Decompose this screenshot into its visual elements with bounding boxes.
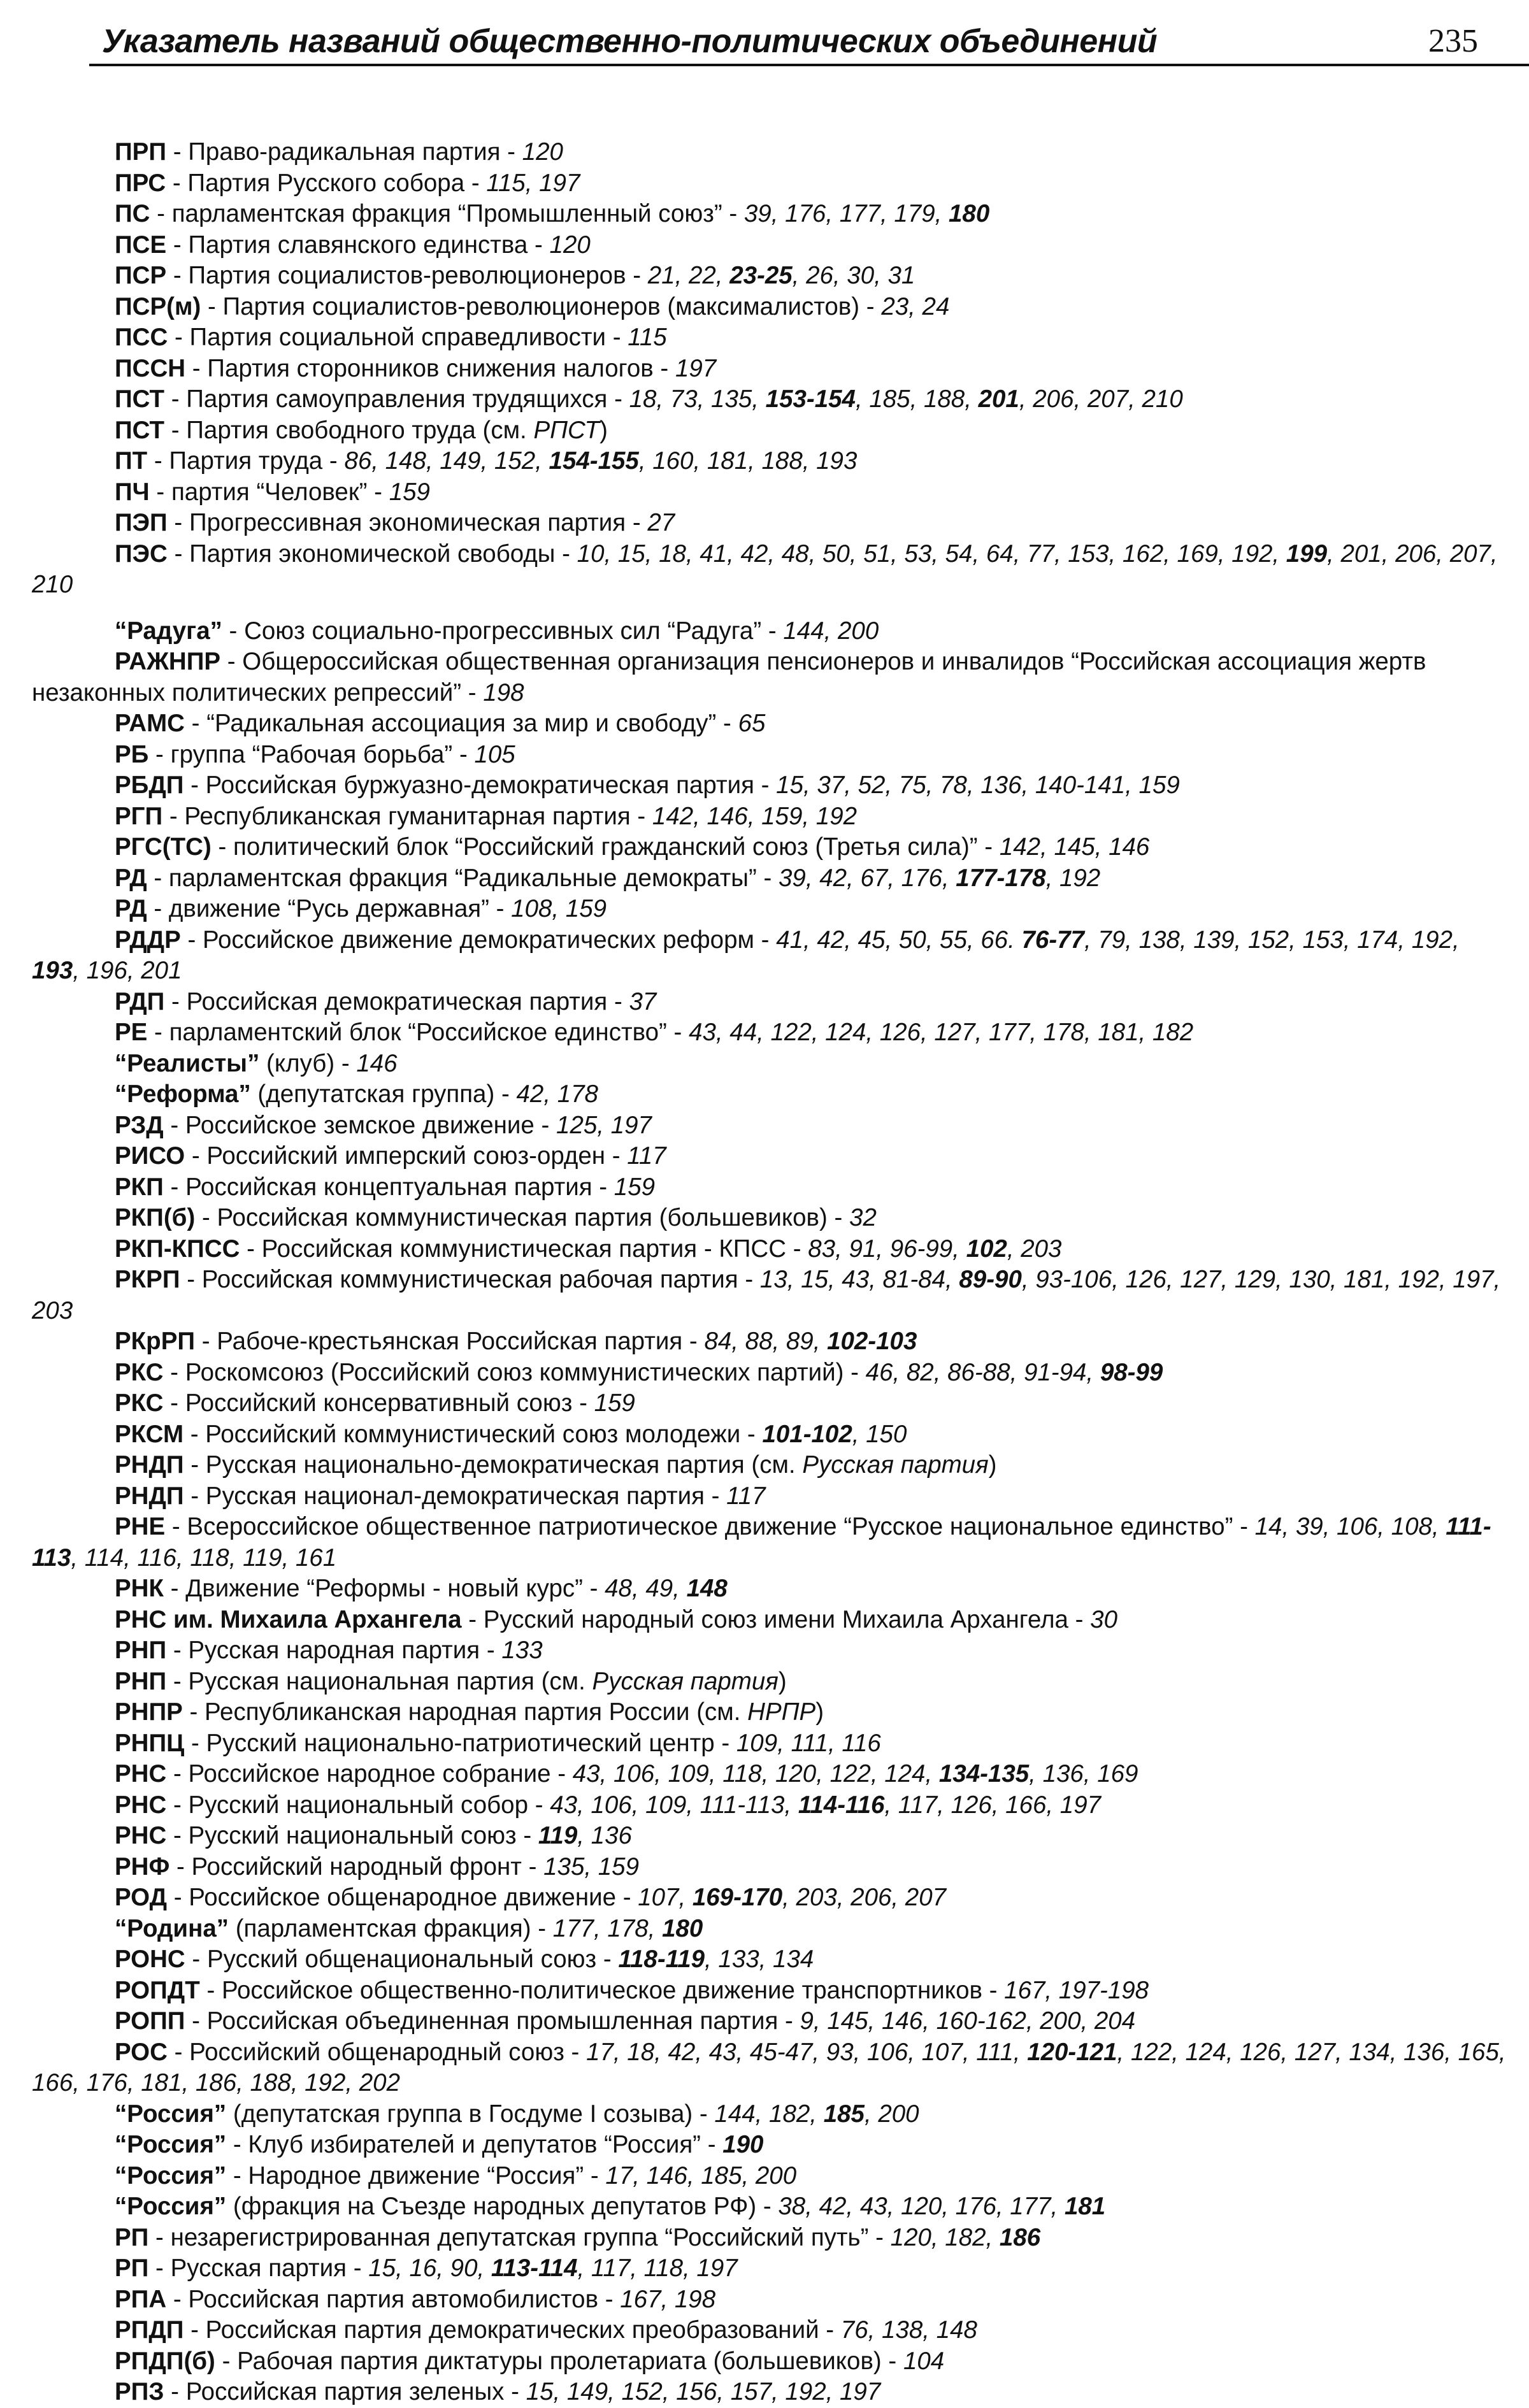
entry-abbreviation: ПСТ (115, 416, 165, 444)
entry-abbreviation: РНФ (115, 1853, 170, 1881)
entry-abbreviation: РГС(ТС) (115, 833, 212, 861)
entry-abbreviation: “Россия” (115, 2193, 227, 2220)
index-entry (32, 354, 1510, 385)
entry-page-refs: НРПР (747, 1698, 816, 1726)
entry-closing: ) (988, 1451, 997, 1479)
entry-description: - Республиканская гуманитарная партия - (162, 802, 652, 830)
entry-description: - Русская национально-демократическая партия (см. (183, 1451, 803, 1479)
entry-page-refs: 46, 82, 86-88, 91-94, 98-99 (865, 1358, 1163, 1386)
entry-page-refs: 65 (738, 710, 766, 737)
entry-description: - Русский национально-патриотический центр - (184, 1729, 736, 1757)
entry-page-refs: 9, 145, 146, 160-162, 200, 204 (800, 2007, 1136, 2035)
entry-abbreviation: “Россия” (115, 2100, 227, 2128)
entry-page-refs: 144, 182, 185, 200 (714, 2100, 919, 2128)
index-list (32, 137, 1510, 2408)
entry-page-refs: 109, 111, 116 (736, 1729, 881, 1757)
entry-page-refs: 38, 42, 43, 120, 176, 177, 181 (778, 2193, 1106, 2220)
entry-description: - “Радикальная ассоциация за мир и свободу” - (184, 710, 738, 737)
index-entry (32, 168, 1510, 199)
entry-abbreviation: РНС им. Михаила Архангела (115, 1605, 462, 1633)
entry-description: - Партия социалистов-революционеров - (166, 262, 648, 289)
entry-description: - группа “Рабочая борьба” - (148, 740, 475, 768)
index-entry (32, 508, 1510, 539)
index-entry (32, 137, 1510, 168)
entry-abbreviation: ПЭП (115, 509, 168, 536)
entry-abbreviation: ПЧ (115, 478, 150, 506)
entry-description: (парламентская фракция) - (229, 1914, 553, 1942)
entry-page-refs: 43, 106, 109, 111-113, 114-116, 117, 126, 166, 197 (550, 1791, 1102, 1819)
entry-description: - Партия социалистов-революционеров (максималистов) - (201, 292, 882, 320)
entry-page-refs: 17, 146, 185, 200 (605, 2161, 797, 2189)
index-entry (32, 1666, 1510, 1698)
entry-abbreviation: “Россия” (115, 2161, 227, 2189)
index-entry (32, 1079, 1510, 1110)
entry-abbreviation: РНП (115, 1667, 167, 1695)
entry-description: (клуб) - (259, 1049, 357, 1077)
entry-description: - Российская демократическая партия - (164, 987, 629, 1015)
entry-abbreviation: РПДП(б) (115, 2347, 215, 2375)
entry-page-refs: 108, 159 (511, 895, 607, 922)
running-head (102, 19, 1516, 64)
entry-abbreviation: РБДП (115, 771, 184, 799)
entry-page-refs: 159 (594, 1389, 635, 1417)
entry-description: - Партия самоуправления трудящихся - (164, 385, 629, 413)
running-title: Указатель названий общественно-политических объединений (102, 23, 1158, 60)
entry-page-refs: 107, 169-170, 203, 206, 207 (638, 1884, 947, 1911)
entry-description: - Союз социально-прогрессивных сил “Радуга” - (222, 617, 784, 645)
entry-page-refs: 117 (627, 1142, 666, 1170)
entry-abbreviation: “Родина” (115, 1914, 229, 1942)
index-entry (32, 322, 1510, 354)
entry-page-refs: 76, 138, 148 (840, 2316, 977, 2344)
index-entry (32, 2253, 1510, 2284)
entry-page-refs: 83, 91, 96-99, 102, 203 (808, 1235, 1062, 1263)
entry-page-refs: 167, 197-198 (1004, 1976, 1149, 2004)
entry-page-refs: 10, 15, 18, 41, 42, 48, 50, 51, 53, 54, 64, 77, 153, 162, 169, 192, 199, 201, 206, 207, 210 (32, 540, 1498, 598)
entry-abbreviation: РПА (115, 2285, 167, 2313)
index-entry (32, 894, 1510, 925)
entry-abbreviation: РП (115, 2254, 149, 2282)
entry-description: - Рабоче-крестьянская Российская партия - (195, 1328, 705, 1355)
entry-closing: ) (599, 416, 608, 444)
index-entry (32, 2037, 1510, 2099)
entry-page-refs: 115 (628, 324, 667, 351)
entry-page-refs: 21, 22, 23-25, 26, 30, 31 (647, 262, 915, 289)
entry-page-refs: 23, 24 (881, 292, 950, 320)
index-entry (32, 292, 1510, 323)
entry-page-refs: 159 (389, 478, 430, 506)
entry-description: - Партия труда - (147, 447, 345, 475)
entry-page-refs: 15, 37, 52, 75, 78, 136, 140-141, 159 (776, 771, 1180, 799)
entry-page-refs: 120 (522, 138, 563, 166)
entry-page-refs: 118-119, 133, 134 (618, 1946, 814, 1973)
entry-description: - Российский общенародный союз - (167, 2038, 587, 2066)
entry-abbreviation: РПЗ (115, 2378, 164, 2405)
entry-abbreviation: “Радуга” (115, 617, 222, 645)
index-entry (32, 1481, 1510, 1512)
index-entry (32, 1110, 1510, 1142)
entry-page-refs: 48, 49, 148 (605, 1575, 728, 1602)
index-entry (32, 1265, 1510, 1326)
entry-description: - Российская коммунистическая рабочая партия - (180, 1266, 760, 1293)
entry-description: - Российское общественно-политическое движение транспортников - (199, 1976, 1005, 2004)
index-entry (32, 2284, 1510, 2316)
entry-abbreviation: РАМС (115, 710, 185, 737)
entry-abbreviation: РОС (115, 2038, 168, 2066)
entry-page-refs: 190 (722, 2131, 764, 2158)
entry-page-refs: 119, 136 (538, 1822, 632, 1849)
entry-abbreviation: “Россия” (115, 2131, 227, 2158)
entry-abbreviation: ПСР(м) (115, 292, 201, 320)
index-entry (32, 1759, 1510, 1790)
entry-description: (депутатская группа в Госдуме I созыва) - (226, 2100, 715, 2128)
entry-page-refs: 39, 42, 67, 176, 177-178, 192 (779, 864, 1101, 892)
entry-abbreviation: РОНС (115, 1946, 185, 1973)
entry-page-refs: 32 (849, 1204, 877, 1231)
entry-abbreviation: ПТ (115, 447, 148, 475)
entry-page-refs: 142, 146, 159, 192 (652, 802, 858, 830)
entry-description: - Российская партия демократических преобразований - (183, 2316, 841, 2344)
index-entry (32, 1388, 1510, 1419)
entry-abbreviation: РД (115, 864, 147, 892)
entry-description: - Движение “Реформы - новый курс” - (163, 1575, 605, 1602)
index-entry (32, 1172, 1510, 1203)
entry-page-refs: 43, 44, 122, 124, 126, 127, 177, 178, 181, 182 (689, 1019, 1194, 1046)
index-entry (32, 1450, 1510, 1481)
index-entry (32, 2006, 1510, 2037)
index-entry (32, 616, 1510, 647)
entry-description: - Партия сторонников снижения налогов - (185, 354, 675, 382)
entry-abbreviation: “Реформа” (115, 1080, 251, 1108)
entry-abbreviation: ПССН (115, 354, 186, 382)
entry-page-refs: 115, 197 (486, 169, 580, 197)
entry-page-refs: 120, 182, 186 (890, 2223, 1041, 2251)
index-entry (32, 1605, 1510, 1636)
entry-abbreviation: РНПР (115, 1698, 183, 1726)
index-entry (32, 1790, 1510, 1821)
entry-page-refs: 125, 197 (556, 1111, 652, 1139)
entry-description: - Российская партия автомобилистов - (166, 2285, 621, 2313)
entry-page-refs: 142, 145, 146 (999, 833, 1150, 861)
entry-page-refs: 144, 200 (783, 617, 879, 645)
entry-abbreviation: РОД (115, 1884, 168, 1911)
entry-abbreviation: ПЭС (115, 540, 168, 568)
entry-abbreviation: ПРС (115, 169, 166, 197)
entry-description: - Российский коммунистический союз молодежи - (183, 1420, 763, 1448)
index-entry (32, 1944, 1510, 1975)
entry-abbreviation: РКС (115, 1358, 164, 1386)
entry-page-refs: 39, 176, 177, 179, 180 (743, 200, 990, 227)
index-entry (32, 2130, 1510, 2161)
entry-page-refs: 105 (474, 740, 515, 768)
entry-description: - Партия экономической свободы - (167, 540, 577, 568)
entry-description: - Русская национальная партия (см. (166, 1667, 592, 1695)
index-entry (32, 1882, 1510, 1914)
entry-page-refs: 120 (549, 231, 591, 259)
index-entry (32, 2161, 1510, 2192)
entry-abbreviation: РНК (115, 1575, 164, 1602)
index-entry (32, 2377, 1510, 2408)
entry-abbreviation: РД (115, 895, 147, 922)
entry-abbreviation: РИСО (115, 1142, 185, 1170)
entry-description: - Народное движение “Россия” - (226, 2161, 606, 2189)
entry-abbreviation: ПС (115, 200, 150, 227)
entry-abbreviation: ПСЕ (115, 231, 167, 259)
entry-abbreviation: РЕ (115, 1019, 148, 1046)
page-number: 235 (1428, 23, 1478, 59)
entry-abbreviation: РНПЦ (115, 1729, 185, 1757)
entry-page-refs: 198 (483, 678, 524, 706)
entry-description: - Российский народный фронт - (169, 1853, 544, 1881)
index-entry (32, 384, 1510, 415)
entry-page-refs: 15, 16, 90, 113-114, 117, 118, 197 (368, 2254, 738, 2282)
entry-page-refs: 133 (501, 1637, 543, 1664)
index-entry (32, 708, 1510, 740)
entry-description: - Общероссийская общественная организация пенсионеров и инвалидов “Российская ассоциация жертв незаконных политических репрессий” - (32, 648, 1426, 706)
index-entry (32, 987, 1510, 1018)
entry-page-refs: 43, 106, 109, 118, 120, 122, 124, 134-135, 136, 169 (572, 1760, 1138, 1788)
index-entry (32, 1512, 1510, 1573)
entry-abbreviation: РНС (115, 1760, 167, 1788)
index-entry (32, 1141, 1510, 1172)
entry-abbreviation: РКрРП (115, 1328, 196, 1355)
index-entry (32, 1975, 1510, 2007)
index-entry (32, 770, 1510, 801)
entry-description: - Российская концептуальная партия - (163, 1173, 614, 1201)
index-entry (32, 477, 1510, 508)
index-entry (32, 199, 1510, 230)
entry-abbreviation: ПСС (115, 324, 168, 351)
index-entry (32, 2346, 1510, 2377)
entry-description: - Российское общенародное движение - (167, 1884, 638, 1911)
entry-page-refs: 86, 148, 149, 152, 154-155, 160, 181, 188, 193 (344, 447, 858, 475)
index-entry (32, 1697, 1510, 1728)
entry-description: - Российская партия зеленых - (164, 2378, 526, 2405)
index-entry (32, 2191, 1510, 2223)
index-entry (32, 2315, 1510, 2346)
entry-abbreviation: ПСТ (115, 385, 165, 413)
entry-description: - Российская объединенная промышленная партия - (185, 2007, 800, 2035)
entry-description: - Русский национальный собор - (166, 1791, 550, 1819)
entry-page-refs: 135, 159 (543, 1853, 640, 1881)
entry-description: - Русская национал-демократическая партия - (183, 1482, 727, 1510)
entry-page-refs: Русская партия (592, 1667, 779, 1695)
entry-closing: ) (815, 1698, 824, 1726)
entry-page-refs: 159 (614, 1173, 656, 1201)
entry-description: - Прогрессивная экономическая партия - (167, 509, 648, 536)
entry-description: - Клуб избирателей и депутатов “Россия” - (226, 2131, 723, 2158)
entry-abbreviation: РНЕ (115, 1513, 166, 1540)
entry-description: - Российское народное собрание - (166, 1760, 573, 1788)
index-entry (32, 740, 1510, 771)
entry-abbreviation: РКС (115, 1389, 164, 1417)
entry-page-refs: 167, 198 (620, 2285, 716, 2313)
entry-page-refs: Русская партия (802, 1451, 989, 1479)
header-rule (89, 64, 1529, 66)
entry-page-refs: 42, 178 (516, 1080, 598, 1108)
entry-description: - парламентский блок “Российское единство” - (147, 1019, 689, 1046)
entry-page-refs: 146 (356, 1049, 398, 1077)
entry-description: - Роскомсоюз (Российский союз коммунистических партий) - (163, 1358, 866, 1386)
entry-description: - Партия социальной справедливости - (168, 324, 628, 351)
entry-abbreviation: ПРП (115, 138, 167, 166)
entry-abbreviation: РНДП (115, 1482, 184, 1510)
entry-abbreviation: РКП (115, 1173, 164, 1201)
index-entry (32, 1914, 1510, 1945)
entry-description: - Российская коммунистическая партия - КПСС - (240, 1235, 808, 1263)
entry-abbreviation: РКРП (115, 1266, 180, 1293)
entry-abbreviation: РКП(б) (115, 1204, 196, 1231)
entry-abbreviation: ПСР (115, 262, 167, 289)
entry-description: - Право-радикальная партия - (166, 138, 522, 166)
entry-description: - незарегистрированная депутатская группа “Российский путь” - (148, 2223, 891, 2251)
index-entry (32, 1852, 1510, 1883)
entry-page-refs: 14, 39, 106, 108, 111-113, 114, 116, 118, 119, 161 (32, 1513, 1491, 1572)
entry-abbreviation: РНС (115, 1822, 167, 1849)
entry-page-refs: 18, 73, 135, 153-154, 185, 188, 201, 206, 207, 210 (629, 385, 1183, 413)
entry-description: - Русский национальный союз - (166, 1822, 538, 1849)
entry-abbreviation: РНС (115, 1791, 167, 1819)
entry-abbreviation: РАЖНПР (115, 648, 221, 675)
entry-abbreviation: РДДР (115, 926, 181, 954)
index-entry (32, 2099, 1510, 2130)
index-entry (32, 1728, 1510, 1759)
index-entry (32, 1821, 1510, 1852)
entry-abbreviation: РЗД (115, 1111, 164, 1139)
index-entry (32, 261, 1510, 292)
entry-description: - Русский народный союз имени Михаила Архангела - (461, 1605, 1091, 1633)
entry-closing: ) (778, 1667, 787, 1695)
entry-description: - Всероссийское общественное патриотическое движение “Русское национальное единство” - (165, 1513, 1255, 1540)
index-entry (32, 925, 1510, 987)
entry-abbreviation: РДП (115, 987, 165, 1015)
entry-description: - Российский имперский союз-орден - (185, 1142, 628, 1170)
entry-page-refs: 37 (629, 987, 657, 1015)
entry-abbreviation: РНДП (115, 1451, 184, 1479)
entry-page-refs: 30 (1090, 1605, 1117, 1633)
entry-page-refs: 197 (675, 354, 717, 382)
entry-description: (депутатская группа) - (250, 1080, 517, 1108)
entry-abbreviation: “Реалисты” (115, 1049, 260, 1077)
entry-description: - Русский общенациональный союз - (185, 1946, 619, 1973)
entry-description: - Российская коммунистическая партия (большевиков) - (195, 1204, 850, 1231)
entry-description: - Рабочая партия диктатуры пролетариата (большевиков) - (215, 2347, 903, 2375)
entry-page-refs: 84, 88, 89, 102-103 (704, 1328, 917, 1355)
index-entry (32, 1326, 1510, 1358)
entry-abbreviation: РП (115, 2223, 149, 2251)
entry-description: - Русская партия - (148, 2254, 369, 2282)
entry-abbreviation: РГП (115, 802, 163, 830)
section-gap (32, 601, 1510, 616)
index-entry (32, 801, 1510, 833)
entry-page-refs: 41, 42, 45, 50, 55, 66. 76-77, 79, 138, 139, 152, 153, 174, 192, 193, 196, 201 (32, 926, 1460, 984)
index-entry (32, 2223, 1510, 2254)
index-entry (32, 1017, 1510, 1049)
index-entry (32, 1203, 1510, 1234)
index-entry (32, 863, 1510, 894)
entry-description: - Партия Русского собора - (166, 169, 487, 197)
entry-description: - Российское движение демократических реформ - (180, 926, 777, 954)
entry-page-refs: 177, 178, 180 (552, 1914, 703, 1942)
entry-page-refs: 117 (726, 1482, 766, 1510)
index-entry (32, 415, 1510, 447)
index-entry (32, 539, 1510, 601)
index-entry (32, 1635, 1510, 1666)
entry-description: - партия “Человек” - (149, 478, 389, 506)
entry-abbreviation: РКП-КПСС (115, 1235, 240, 1263)
entry-page-refs: 17, 18, 42, 43, 45-47, 93, 106, 107, 111, 120-121, 122, 124, 126, 127, 134, 136, 165, 166, 176, 181, 186, 188, 192, 202 (32, 2038, 1506, 2096)
index-entry (32, 647, 1510, 708)
entry-page-refs: 101-102, 150 (762, 1420, 907, 1448)
entry-abbreviation: РОПДТ (115, 1976, 200, 2004)
entry-abbreviation: РПДП (115, 2316, 184, 2344)
entry-description: - Российское земское движение - (163, 1111, 557, 1139)
entry-page-refs: 27 (647, 509, 675, 536)
index-entry (32, 230, 1510, 261)
entry-description: - Русская народная партия - (166, 1637, 502, 1664)
entry-description: - Партия славянского единства - (166, 231, 550, 259)
entry-description: - Республиканская народная партия России (см. (182, 1698, 748, 1726)
index-entry (32, 832, 1510, 863)
entry-description: - Партия свободного труда (см. (164, 416, 534, 444)
index-entry (32, 446, 1510, 477)
entry-description: - парламентская фракция “Промышленный союз” - (150, 200, 744, 227)
entry-abbreviation: РОПП (115, 2007, 185, 2035)
index-entry (32, 1049, 1510, 1080)
entry-description: - Российский консервативный союз - (163, 1389, 594, 1417)
entry-abbreviation: РКСМ (115, 1420, 184, 1448)
index-entry (32, 1419, 1510, 1451)
entry-page-refs: 104 (903, 2347, 945, 2375)
entry-page-refs: РПСТ (533, 416, 600, 444)
entry-page-refs: 15, 149, 152, 156, 157, 192, 197 (526, 2378, 881, 2405)
entry-page-refs: 13, 15, 43, 81-84, 89-90, 93-106, 126, 127, 129, 130, 181, 192, 197, 203 (32, 1266, 1501, 1324)
index-entry (32, 1358, 1510, 1389)
entry-description: - парламентская фракция “Радикальные демократы” - (147, 864, 779, 892)
entry-description: (фракция на Съезде народных депутатов РФ) - (226, 2193, 779, 2220)
entry-abbreviation: РНП (115, 1637, 167, 1664)
entry-description: - политический блок “Российский гражданский союз (Третья сила)” - (211, 833, 1000, 861)
entry-description: - Российская буржуазно-демократическая партия - (183, 771, 777, 799)
entry-abbreviation: РБ (115, 740, 149, 768)
entry-description: - движение “Русь державная” - (147, 895, 512, 922)
index-entry (32, 1573, 1510, 1605)
index-entry (32, 1234, 1510, 1265)
